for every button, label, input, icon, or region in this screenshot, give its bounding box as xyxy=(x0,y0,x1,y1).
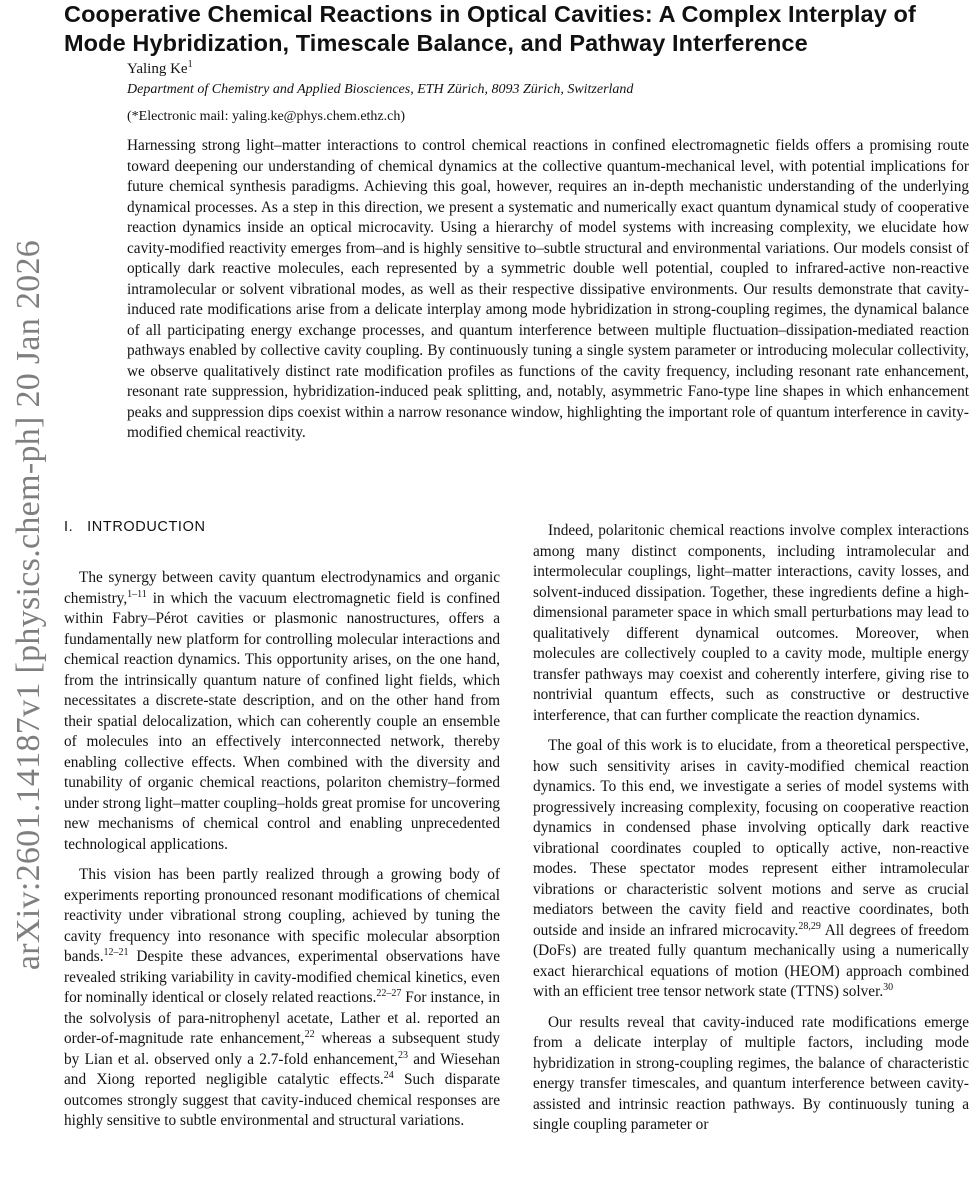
paper-title: Cooperative Chemical Reactions in Optical Cavities: A Complex Interplay of Mode Hybridization, Timescale Balance, and Pathway Interference xyxy=(64,1,916,56)
intro-paragraph-4 xyxy=(533,736,969,1003)
section-heading xyxy=(64,519,206,535)
arxiv-stamp xyxy=(0,160,60,1050)
citation[interactable]: 24 xyxy=(383,1069,394,1081)
text-span: All degrees of freedom (DoFs) are treated fully quantum mechanically using a numerically exact hierarchical equations of motion (HEOM) approach combined with an efficient tree tensor network state (TTNS) solver. xyxy=(533,921,969,1000)
author-name: Yaling Ke xyxy=(127,61,188,77)
text-span: in which the vacuum electromagnetic field is confined within Fabry–Pérot cavities or plasmonic nanostructures, offers a fundamentally new platform for controlling molecular interactions and chemical reaction dynamics. This opportunity arises, on the one hand, from the intrinsically quantum nature of confined light fields, which necessitates a discrete-state description, and on the other hand from their spatial delocalization, which can coherently couple an ensemble of molecules into an effectively interconnected network, thereby enabling collective effects. When combined with the diversity and tunability of organic chemical reactions, polariton chemistry–formed under strong light–matter coupling–holds great promise for uncovering new mechanisms of chemical control and enabling unprecedented technological applications. xyxy=(64,589,500,853)
left-column xyxy=(64,568,500,1142)
citation[interactable]: 30 xyxy=(883,981,894,993)
intro-paragraph-5: Our results reveal that cavity-induced rate modifications emerge from a delicate interplay of multiple factors, including mode hybridization in strong-coupling regimes, the balance of characteristic energy transfer timescales, and quantum interference between cavity-assisted and intrinsic reaction pathways. By continuously tuning a single coupling parameter or xyxy=(533,1013,969,1133)
arxiv-id: arXiv:2601.14187v1 [physics.chem-ph] 20 Jan 2026 xyxy=(10,239,47,971)
author-affiliation-mark: 1 xyxy=(187,59,193,70)
section-number: I. xyxy=(64,519,74,535)
text-span: This vision has been partly realized through a growing body of experiments reporting pronounced resonant modifications of chemical reactivity under vibrational strong coupling, achieved by tuning the cavity frequency into resonance with specific molecular absorption bands. xyxy=(64,866,500,965)
citation[interactable]: 23 xyxy=(397,1049,408,1061)
text-span: For instance, in the solvolysis of para-nitrophenyl acetate, Lather et al. reported an order-of-magnitude rate enhancement, xyxy=(64,989,500,1047)
citation[interactable]: 28,29 xyxy=(798,920,821,932)
citation[interactable]: 22–27 xyxy=(376,987,402,999)
text-span: The goal of this work is to elucidate, from a theoretical perspective, how such sensitivity arises in cavity-modified chemical reaction dynamics. To this end, we investigate a series of model systems with progressively increasing complexity, focusing on cooperative reaction dynamics in condensed phase involving optically dark reactive vibrational coordinates coupled to optically active, non-reactive modes. These spectator modes represent either intramolecular vibrations or characteristic solvent motions and serve as crucial mediators between the cavity field and reactive coordinates, both outside and inside an infrared microcavity. xyxy=(533,737,969,939)
intro-paragraph-3: Indeed, polaritonic chemical reactions involve complex interactions among many distinct components, including intramolecular and intermolecular couplings, light–matter interactions, cavity losses, and solvent-induced dissipation. Together, these ingredients define a high-dimensional parameter space in which small perturbations may lead to qualitatively different dynamical outcomes. Moreover, when molecules are collectively coupled to a cavity mode, multiple energy transfer pathways may coexist and coherently interfere, giving rise to nontrivial quantum effects, such as constructive or destructive interference, that can further complicate the reaction dynamics. xyxy=(533,522,969,724)
text-span: The synergy between cavity quantum electrodynamics and organic chemistry, xyxy=(64,569,500,607)
citation[interactable]: 22 xyxy=(304,1028,315,1040)
intro-paragraph-2 xyxy=(64,865,500,1132)
email: (*Electronic mail: yaling.ke@phys.chem.ethz.ch) xyxy=(127,109,406,124)
citation[interactable]: 1–11 xyxy=(127,588,147,600)
text-span: Such disparate outcomes strongly suggest that cavity-induced chemical responses are highly sensitive to subtle environmental and structural variations. xyxy=(64,1071,500,1129)
text-span: Despite these advances, experimental observations have revealed striking variability in cavity-modified chemical kinetics, even for nominally identical or closely related reactions. xyxy=(64,948,500,1006)
intro-paragraph-1 xyxy=(64,568,500,855)
abstract: Harnessing strong light–matter interactions to control chemical reactions in confined electromagnetic fields offers a promising route toward deepening our understanding of chemical dynamics at the collective quantum-mechanical level, with potential implications for future chemical synthesis paradigms. Achieving this goal, however, requires an in-depth mechanistic understanding of the underlying dynamical processes. As a step in this direction, we present a systematic and numerically exact quantum dynamical study of cooperative reaction dynamics inside an optical microcavity. Using a hierarchy of model systems with increasing complexity, we elucidate how cavity-modified reactivity emerges from–and is highly sensitive to–subtle structural and environmental variations. Our models consist of optically dark reactive molecules, each represented by a symmetric double well potential, coupled to infrared-active non-reactive intramolecular or solvent vibrational modes, as well as their respective dissipative environments. Our results demonstrate that cavity-induced rate modifications arise from a delicate interplay among mode hybridization in strong-coupling regimes, the dynamical balance of all participating energy exchange processes, and quantum interference between multiple fluctuation–dissipation-mediated reaction pathways enabled by collective cavity coupling. By continuously tuning a single system parameter or introducing molecular collectivity, we observe qualitatively distinct rate modification profiles as functions of the cavity frequency, including resonant rate enhancement, resonant rate suppression, hybridization-induced peak splitting, and, notably, asymmetric Fano-type line shapes in which enhancement peaks and suppression dips coexist within a narrow resonance window, highlighting the important role of quantum interference in cavity-modified chemical reactivity. xyxy=(127,137,969,441)
right-column xyxy=(533,521,969,1146)
text-span: and Wiesehan and Xiong reported negligible catalytic effects. xyxy=(64,1050,500,1088)
affiliation: Department of Chemistry and Applied Biosciences, ETH Zürich, 8093 Zürich, Switzerland xyxy=(127,82,634,97)
text-span: whereas a subsequent study by Lian et al. observed only a 2.7-fold enhancement, xyxy=(64,1030,500,1068)
citation[interactable]: 12–21 xyxy=(103,946,129,958)
author xyxy=(127,60,193,78)
section-title: INTRODUCTION xyxy=(87,519,206,535)
